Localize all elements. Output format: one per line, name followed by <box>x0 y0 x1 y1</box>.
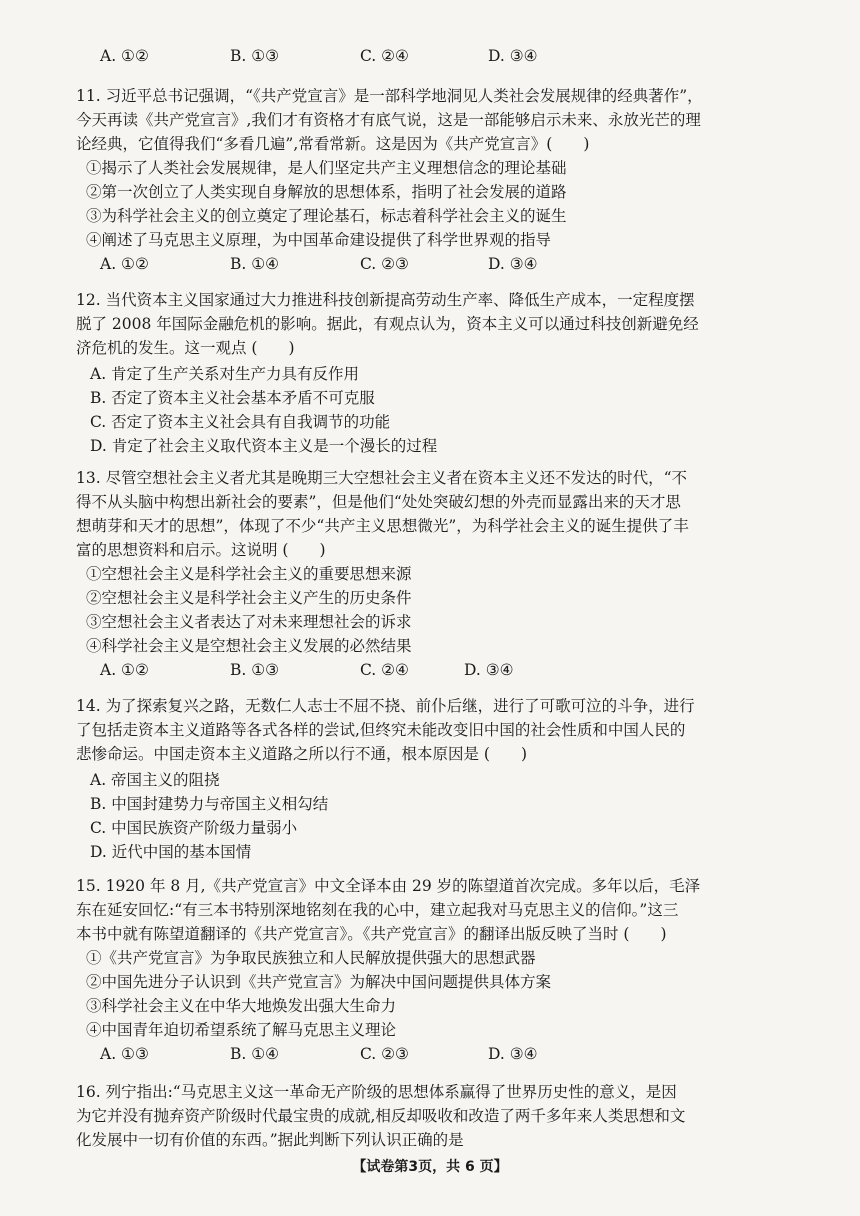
q13-options <box>100 658 700 682</box>
q11-options <box>100 252 700 276</box>
q14-stem-line-1: 14. 为了探索复兴之路，无数仁人志士不屈不挠、前仆后继，进行了可歌可泣的斗争，进行 <box>76 697 695 715</box>
q15-item-3: ③科学社会主义在中华大地焕发出强大生命力 <box>86 997 397 1015</box>
q11-option-b: B. ①④ <box>230 255 280 273</box>
q14-choice-b: B. 中国封建势力与帝国主义相勾结 <box>90 795 329 813</box>
q14-choice-a: A. 帝国主义的阻挠 <box>90 771 220 789</box>
q12-choice-d: D. 肯定了社会主义取代资本主义是一个漫长的过程 <box>90 437 438 455</box>
q11-option-a: A. ①② <box>100 255 149 273</box>
q14-stem-line-2: 了包括走资本主义道路等各式各样的尝试,但终究未能改变旧中国的社会性质和中国人民的 <box>76 721 686 739</box>
q13-stem-line-3: 想萌芽和天才的思想”，体现了不少“共产主义思想微光”，为科学社会主义的诞生提供了丰 <box>76 517 689 535</box>
q11-stem-line-3: 论经典，它值得我们“多看几遍”,常看常新。这是因为《共产党宣言》( ) <box>76 135 590 153</box>
q12-stem-line-3: 济危机的发生。这一观点 ( ) <box>76 339 295 357</box>
q10-option-d: D. ③④ <box>488 47 538 65</box>
q10-option-c: C. ②④ <box>360 47 409 65</box>
q16-stem-line-1: 16. 列宁指出:“马克思主义这一革命无产阶级的思想体系赢得了世界历史性的意义，是因 <box>76 1083 677 1101</box>
q13-option-d: D. ③④ <box>464 661 514 679</box>
q11-item-3: ③为科学社会主义的创立奠定了理论基石，标志着科学社会主义的诞生 <box>86 207 567 225</box>
q15-option-b: B. ①④ <box>230 1045 280 1063</box>
q14-stem-line-3: 悲惨命运。中国走资本主义道路之所以行不通，根本原因是 ( ) <box>76 745 528 763</box>
q15-stem-line-3: 本书中就有陈望道翻译的《共产党宣言》。《共产党宣言》的翻译出版反映了当时 ( ) <box>76 925 667 943</box>
q12-choice-c: C. 否定了资本主义社会具有自我调节的功能 <box>90 413 391 431</box>
q13-item-3: ③空想社会主义者表达了对未来理想社会的诉求 <box>86 613 412 631</box>
q12-choice-b: B. 否定了资本主义社会基本矛盾不可克服 <box>90 389 375 407</box>
q15-item-1: ①《共产党宣言》为争取民族独立和人民解放提供强大的思想武器 <box>86 949 536 967</box>
q15-item-4: ④中国青年迫切希望系统了解马克思主义理论 <box>86 1021 397 1039</box>
q10-option-a: A. ①② <box>100 47 149 65</box>
q15-option-c: C. ②③ <box>360 1045 409 1063</box>
q15-stem-line-2: 东在延安回忆:“有三本书特别深地铭刻在我的心中，建立起我对马克思主义的信仰。”这三 <box>76 901 679 919</box>
q15-option-d: D. ③④ <box>488 1045 538 1063</box>
q15-option-a: A. ①③ <box>100 1045 149 1063</box>
q12-stem-line-1: 12. 当代资本主义国家通过大力推进科技创新提高劳动生产率、降低生产成本，一定程度摆 <box>76 291 695 309</box>
q13-item-1: ①空想社会主义是科学社会主义的重要思想来源 <box>86 565 412 583</box>
q16-stem-line-3: 化发展中一切有价值的东西。”据此判断下列认识正确的是 <box>76 1131 464 1149</box>
q13-stem-line-4: 富的思想资料和启示。这说明 ( ) <box>76 541 326 559</box>
q13-option-c: C. ②④ <box>360 661 409 679</box>
q13-stem-line-1: 13. 尽管空想社会主义者尤其是晚期三大空想社会主义者在资本主义还不发达的时代，“不 <box>76 469 688 487</box>
q13-item-2: ②空想社会主义是科学社会主义产生的历史条件 <box>86 589 412 607</box>
q12-choice-a: A. 肯定了生产关系对生产力具有反作用 <box>90 365 360 383</box>
q11-item-2: ②第一次创立了人类实现自身解放的思想体系，指明了社会发展的道路 <box>86 183 567 201</box>
q11-option-d: D. ③④ <box>488 255 538 273</box>
q13-item-4: ④科学社会主义是空想社会主义发展的必然结果 <box>86 637 412 655</box>
q15-stem-line-1: 15. 1920 年 8 月,《共产党宣言》中文全译本由 29 岁的陈望道首次完成。多年以后，毛泽 <box>76 877 701 895</box>
page-footer: 【试卷第3页，共 6 页】 <box>352 1159 508 1175</box>
q15-item-2: ②中国先进分子认识到《共产党宣言》为解决中国问题提供具体方案 <box>86 973 552 991</box>
q11-stem-line-2: 今天再读《共产党宣言》,我们才有资格才有底气说，这是一部能够启示未来、永放光芒的理 <box>76 111 701 129</box>
q14-choice-c: C. 中国民族资产阶级力量弱小 <box>90 819 298 837</box>
q13-option-b: B. ①③ <box>230 661 280 679</box>
q14-choice-d: D. 近代中国的基本国情 <box>90 843 252 861</box>
q13-option-a: A. ①② <box>100 661 149 679</box>
q11-stem-line-1: 11. 习近平总书记强调，“《共产党宣言》是一部科学地洞见人类社会发展规律的经典著作”， <box>76 87 703 105</box>
q10-option-b: B. ①③ <box>230 47 280 65</box>
q15-options <box>100 1042 700 1066</box>
q10-options <box>100 44 700 68</box>
q16-stem-line-2: 为它并没有抛弃资产阶级时代最宝贵的成就,相反却吸收和改造了两千多年来人类思想和文 <box>76 1107 686 1125</box>
q12-stem-line-2: 脱了 2008 年国际金融危机的影响。据此，有观点认为，资本主义可以通过科技创新避免经 <box>76 315 699 333</box>
q13-stem-line-2: 得不从头脑中构想出新社会的要素”，但是他们“处处突破幻想的外壳而显露出来的天才思 <box>76 493 681 511</box>
q11-item-4: ④阐述了马克思主义原理，为中国革命建设提供了科学世界观的指导 <box>86 231 552 249</box>
q11-item-1: ①揭示了人类社会发展规律，是人们坚定共产主义理想信念的理论基础 <box>86 159 567 177</box>
q11-option-c: C. ②③ <box>360 255 409 273</box>
